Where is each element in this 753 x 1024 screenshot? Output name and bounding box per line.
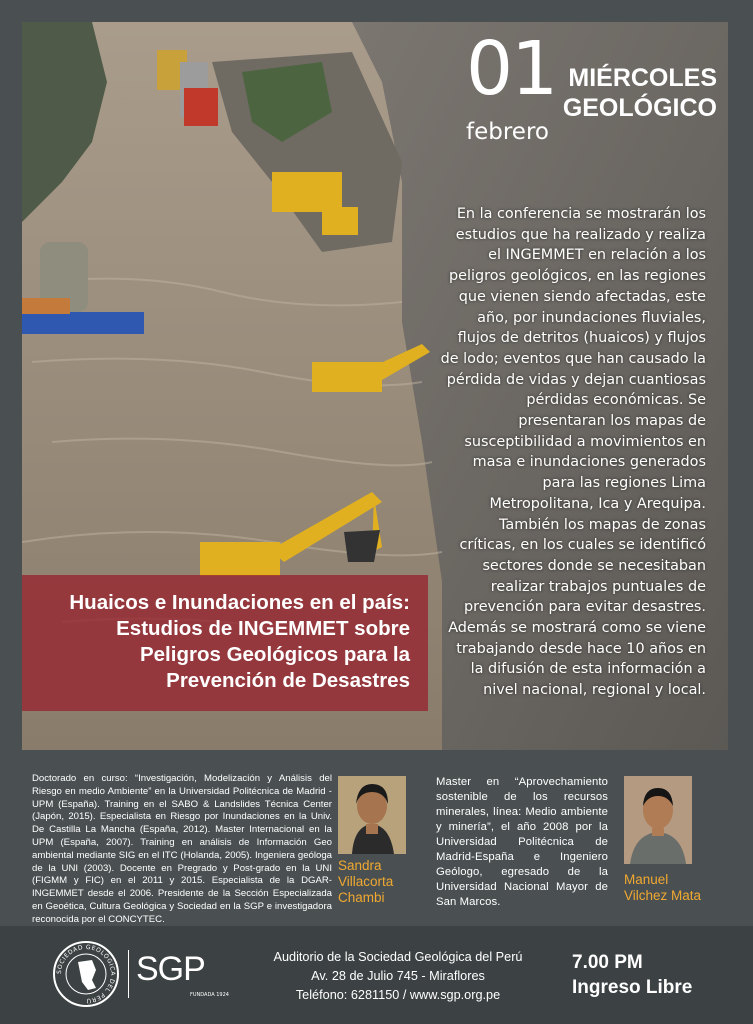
speaker1-name-line3: Chambi — [338, 890, 385, 905]
sgp-logo-subtext: FUNDADA 1924 — [190, 992, 229, 998]
event-name-line1: MIÉRCOLES — [568, 64, 717, 92]
speaker1-bio: Doctorado en curso: “Investigación, Modelización y Análisis del Riesgo en medio Ambiente” en la Universidad Politécnica de Madrid - UPM (España). Training en el SABO & Landslides Técnica Center (Japón, 2015). Especialista en Riesgo por Inundaciones en la Univ. De Castilla La Mancha (España, 2012). Master Internacional en la UPM (España, 2007). Training en análisis de Información Geo ambiental mediante SIG en el ITC (Holanda, 2005). Ingeniera geóloga de la UNI (2003). Docente en Pregrado y Post-grado en la UNI (FIGMM y FIC) en el 2011 y 2015. Especialista de la DGAR-INGEMMET desde el 2006. Presidente de la Sección Especializada en Geoética, Cultura Geológica y Sociedad en la SGP e investigadora reconocida por el CONCYTEC. — [32, 773, 332, 925]
event-name — [563, 64, 717, 123]
talk-title-line3: Peligros Geológicos para la — [139, 643, 410, 666]
speaker2-name-line1: Manuel — [624, 872, 669, 887]
event-description: En la conferencia se mostrarán los estudios que ha realizado y realiza el INGEMMET en relación a los peligros geológicos, en las regiones que vienen siendo afectadas, este año, por inundaciones fluviales, flujos de detritos (huaicos) y flujos de lodo; eventos que han causado la pérdida de vidas y dejan cuantiosas pérdidas económicas. Se presentaran los mapas de susceptibilidad a movimientos en masa e inundaciones generados para las regiones Lima Metropolitana, Ica y Arequipa. También los mapas de zonas críticas, en los cuales se identificó sectores donde se necesitaban realizar trabajos puntuales de prevención para evitar desastres. Además se mostrará como se viene trabajando desde hace 10 años en la difusión de esta información a nivel nacional, regional y local. — [440, 206, 706, 699]
venue-info — [262, 948, 534, 1005]
event-month: febrero — [466, 119, 549, 145]
venue-name: Auditorio de la Sociedad Geológica del Perú — [273, 950, 523, 964]
logo-ring-text: SOCIEDAD GEOLÓGICA DEL PERÚ — [55, 943, 117, 1005]
sgp-logo-text: SGP — [136, 950, 205, 988]
speaker1-name-line2: Villacorta — [338, 874, 394, 889]
event-time: 7.00 PM — [572, 952, 643, 973]
event-name-line2: GEOLÓGICO — [562, 93, 717, 122]
speaker1-name-line1: Sandra — [338, 858, 382, 873]
sgp-seal-icon — [52, 940, 120, 1008]
venue-contact: Teléfono: 6281150 / www.sgp.org.pe — [295, 988, 501, 1002]
event-entry: Ingreso Libre — [572, 977, 693, 998]
speaker1-portrait — [338, 776, 406, 854]
logo-divider — [128, 950, 129, 998]
speaker2-name — [624, 872, 734, 904]
speaker1-name — [338, 858, 428, 906]
talk-title-line1: Huaicos e Inundaciones en el país: — [69, 591, 410, 614]
speaker2-bio: Master en “Aprovechamiento sostenible de los recursos minerales, línea: Medio ambiente y minería”, el año 2008 por la Universidad Politécnica de Madrid-España e Ingeniero Geólogo, egresado de la Universidad Nacional Mayor de San Marcos. — [436, 776, 608, 908]
talk-title — [30, 590, 410, 694]
talk-title-line2: Estudios de INGEMMET sobre — [116, 617, 410, 640]
speaker2-portrait — [624, 776, 692, 864]
speaker2-name-line2: Vilchez Mata — [624, 888, 702, 903]
event-day: 01 — [466, 26, 557, 112]
event-time-info — [572, 950, 692, 1000]
talk-title-line4: Prevención de Desastres — [166, 669, 410, 692]
venue-address: Av. 28 de Julio 745 - Miraflores — [311, 969, 485, 983]
